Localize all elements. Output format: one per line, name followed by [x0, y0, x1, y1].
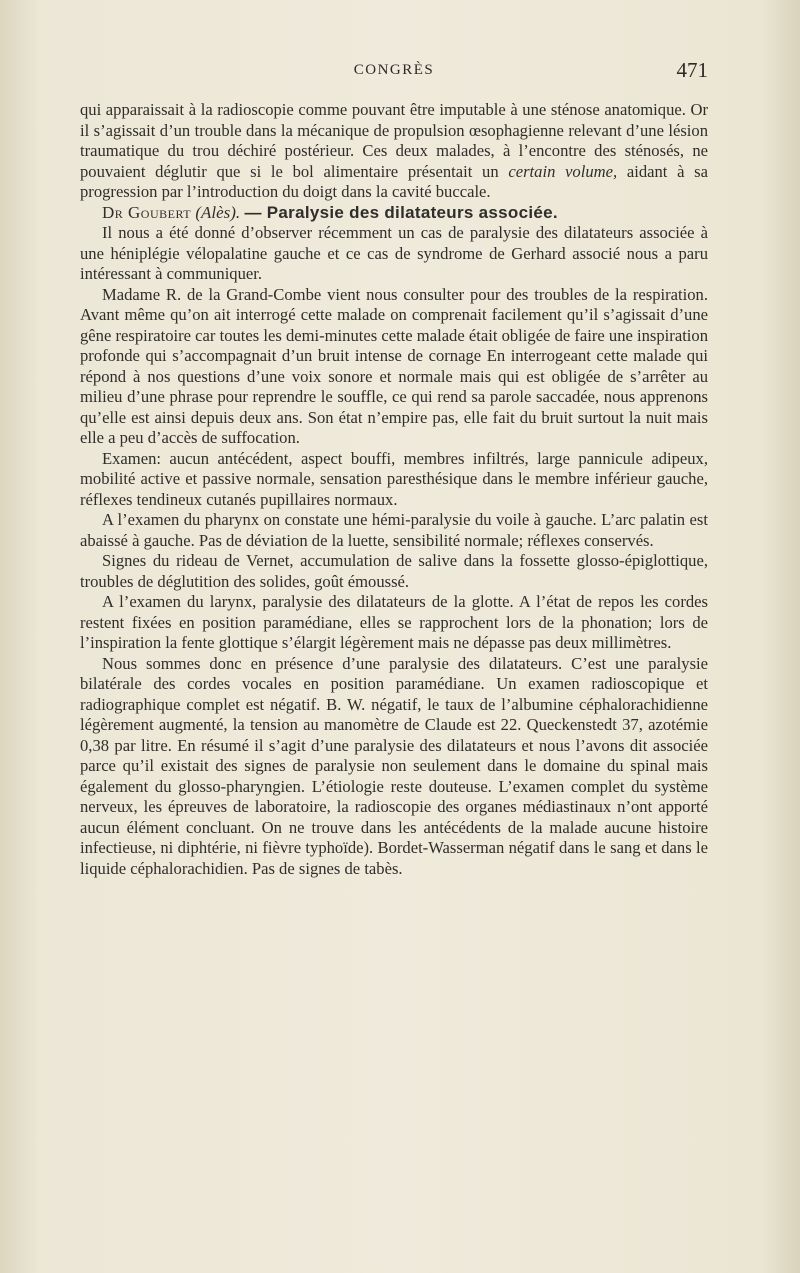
- article-paragraph: Il nous a été donné d’observer récemment un cas de paralysie des dilatateurs associée à une héniplégie vélopalatine gauche et ce cas de syndrome de Gerhard associé nous a paru intéressant à communiquer.: [80, 223, 708, 283]
- running-head: [80, 58, 708, 88]
- intro-text-a: qui apparaissait à la radioscopie comme pouvant être imputable à une sténose anatomique. Or il s’agissait d’un trouble dans la mécanique de propulsion œsophagienne relevant d’une lésion traumatique du trou déchiré postérieur. Ces deux malades, à l’encontre des sténosés, ne pouvaient déglutir que si le bol alimentaire présentait un: [80, 100, 708, 181]
- article-paragraph: A l’examen du pharynx on constate une hémi-paralysie du voile à gauche. L’arc palatin est abaissé à gauche. Pas de déviation de la luette, sensibilité normale; réflexes conservés.: [80, 510, 708, 550]
- article-paragraph: Examen: aucun antécédent, aspect bouffi, membres infiltrés, large pannicule adipeux, mobilité active et passive normale, sensation paresthésique dans le membre inférieur gauche, réflexes tendineux cutanés pupillaires normaux.: [80, 448, 708, 509]
- article-title: — Paralysie des dilatateurs associée.: [244, 202, 558, 222]
- intro-paragraph: [80, 100, 708, 203]
- page-number: 471: [676, 58, 708, 82]
- article-paragraph: A l’examen du larynx, paralysie des dilatateurs de la glotte. A l’état de repos les cordes restent fixées en position paramédiane, elles se rapprochent lors de la phonation; lors de l’inspiration la fente glottique s’élargit légèrement mais ne dépasse pas deux millimètres.: [80, 592, 708, 652]
- article-city: (Alès).: [195, 202, 241, 222]
- article-paragraph: Signes du rideau de Vernet, accumulation de salive dans la fossette glosso-épiglottique, troubles de déglutition des solides, goût émoussé.: [80, 551, 708, 591]
- intro-text-b: aidant à sa progression par l’introduction du doigt dans la cavité buccale.: [80, 161, 708, 201]
- intro-text-italic: certain volume,: [508, 161, 618, 181]
- running-title: CONGRÈS: [353, 62, 435, 78]
- body-text: [80, 100, 708, 879]
- article-paragraph: Madame R. de la Grand-Combe vient nous consulter pour des troubles de la respiration. Avant même qu’on ait interrogé cette malade on comprenait facilement qu’il s’agissait d’une gêne respiratoire car toutes les demi-minutes cette malade était obligée de faire une inspiration profonde qui s’accompagnait d’un bruit intense de cornage En interrogeant cette malade qui répond à nos questions d’une voix sonore et normale mais qui est obligée de s’arrêter au milieu d’une phrase pour reprendre le souffle, ce qui rend sa parole saccadée, nous apprenons qu’elle est ainsi depuis deux ans. Son état n’empire pas, elle fait du bruit surtout la nuit mais elle a peu d’accès de suffocation.: [80, 284, 709, 447]
- article-author: Dr Goubert: [102, 202, 192, 222]
- article-heading: [80, 203, 708, 224]
- article-paragraph: Nous sommes donc en présence d’une paralysie des dilatateurs. C’est une paralysie bilatérale des cordes vocales en position paramédiane. Un examen radioscopique et radiographique complet est négatif. B. W. négatif, le taux de l’albumine céphalorachidienne légèrement augmenté, la tension au manomètre de Claude est 22. Queckenstedt 37, azotémie 0,38 par litre. En résumé il s’agit d’une paralysie des dilatateurs et nous l’avons dit associée parce qu’il existait des signes de paralysie non seulement dans le domaine du spinal mais également du glosso-pharyngien. L’étiologie reste douteuse. L’examen complet du système nerveux, les épreuves de laboratoire, la radioscopie des organes médiastinaux n’ont apporté aucun élément concluant. On ne trouve dans les antécédents de la malade aucune histoire infectieuse, ni diphtérie, ni fièvre typhoïde). Bordet-Wasserman négatif dans le sang et dans le liquide céphalorachidien. Pas de signes de tabès.: [80, 653, 708, 878]
